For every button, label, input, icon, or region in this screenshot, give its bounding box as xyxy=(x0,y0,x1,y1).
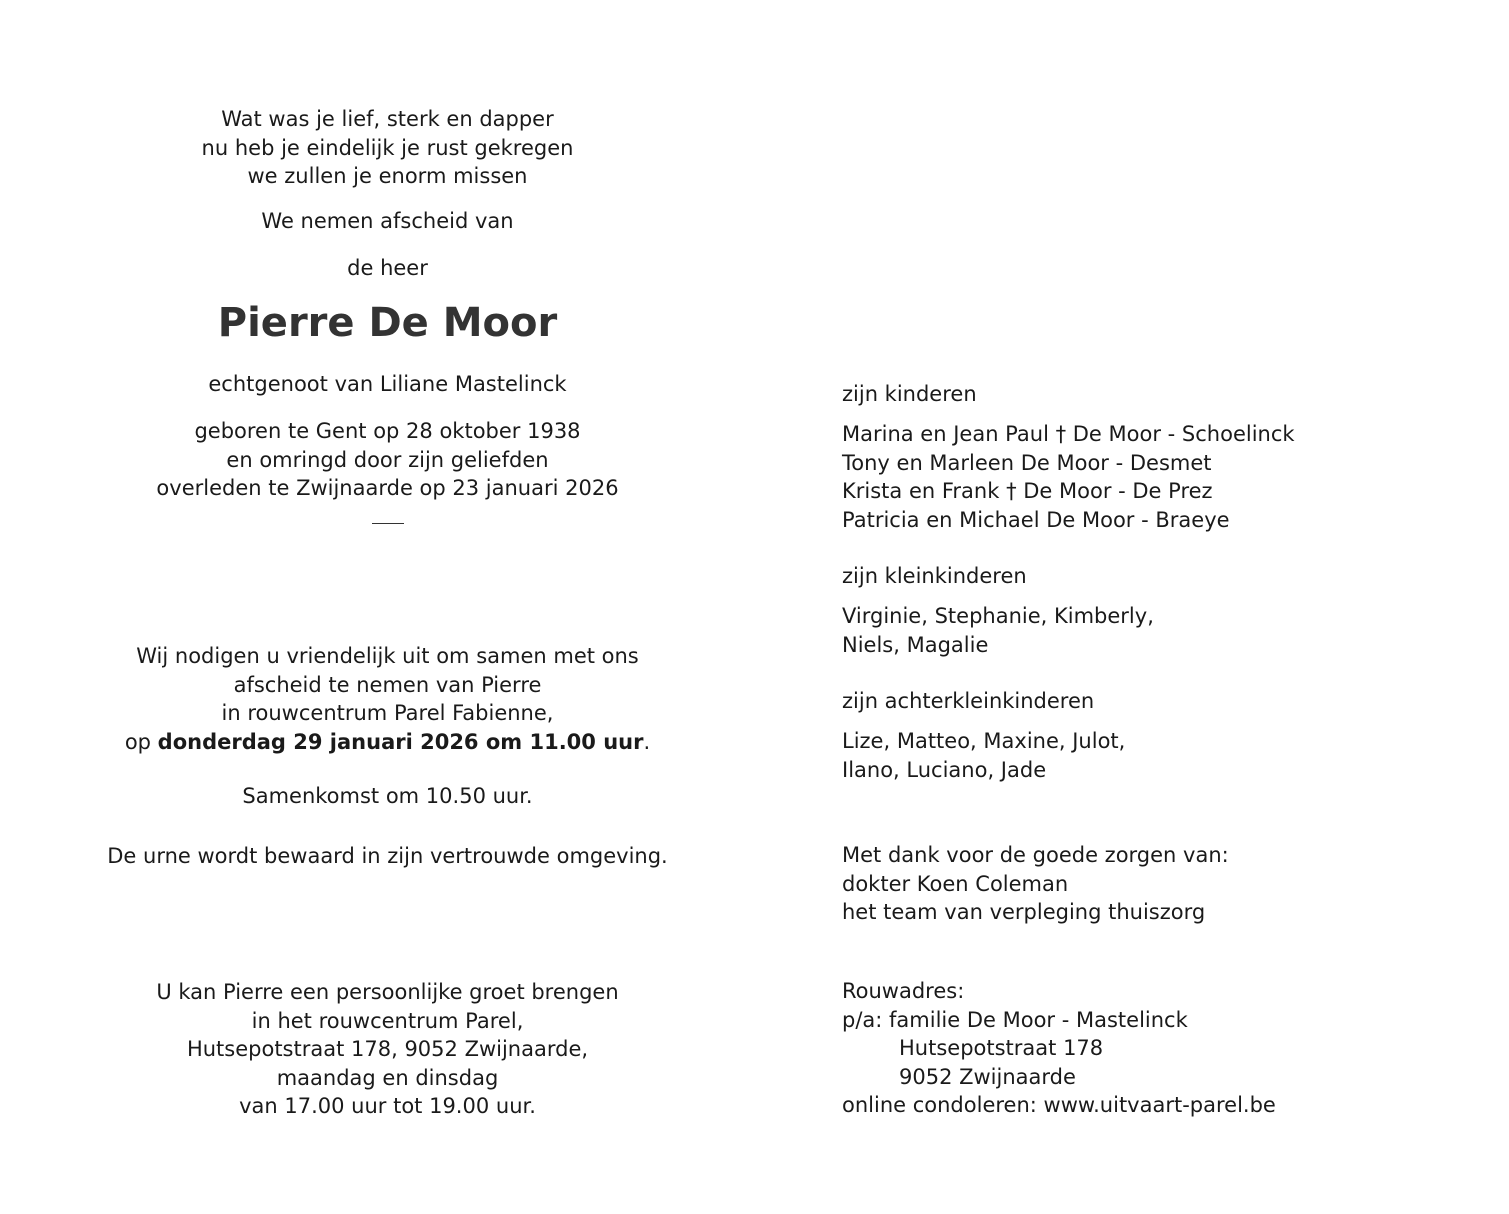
grandchildren-heading: zijn kleinkinderen xyxy=(842,564,1027,588)
urn-block xyxy=(60,842,715,871)
divider xyxy=(372,523,404,524)
visit-line: van 17.00 uur tot 19.00 uur. xyxy=(239,1094,536,1118)
great-grandchildren-line: Ilano, Luciano, Jade xyxy=(842,757,1047,782)
invitation-date-suffix: . xyxy=(643,729,651,754)
divider-block xyxy=(60,523,715,524)
address-family: p/a: familie De Moor - Mastelinck xyxy=(842,1007,1188,1032)
name-block xyxy=(60,299,715,347)
spouse-line: echtgenoot van Liliane Mastelinck xyxy=(208,372,567,396)
visit-line: U kan Pierre een persoonlijke groet brengen xyxy=(156,980,619,1004)
gathering-block xyxy=(60,782,715,811)
life-line: overleden te Zwijnaarde op 23 januari 2026 xyxy=(156,476,619,500)
invitation-date: donderdag 29 januari 2026 om 11.00 uur xyxy=(157,729,644,754)
grandchildren-line: Niels, Magalie xyxy=(842,632,989,657)
thanks xyxy=(842,841,1462,927)
address-label: Rouwadres: xyxy=(842,979,965,1003)
visit-line: maandag en dinsdag xyxy=(276,1065,499,1090)
life-line: geboren te Gent op 28 oktober 1938 xyxy=(194,419,581,443)
grandchildren-heading-block xyxy=(842,562,1462,591)
condolence-line: online condoleren: www.uitvaart-parel.be xyxy=(842,1093,1276,1117)
invitation-date-prefix: op xyxy=(124,729,158,754)
life-line: en omringd door zijn geliefden xyxy=(226,447,549,472)
invitation-line: in rouwcentrum Parel Fabienne, xyxy=(221,701,554,725)
grandchildren-list xyxy=(842,602,1462,659)
right-column xyxy=(842,0,1462,1214)
visit-line: Hutsepotstraat 178, 9052 Zwijnaarde, xyxy=(186,1037,589,1061)
great-grandchildren-heading: zijn achterkleinkinderen xyxy=(842,689,1095,713)
gathering-line: Samenkomst om 10.50 uur. xyxy=(242,784,533,808)
child-entry: Krista en Frank † De Moor - De Prez xyxy=(842,479,1213,503)
poem-line: Wat was je lief, sterk en dapper xyxy=(221,107,554,131)
grandchildren-line: Virginie, Stephanie, Kimberly, xyxy=(842,604,1154,628)
mourning-address xyxy=(842,977,1462,1120)
honorific-block xyxy=(60,254,715,283)
left-column xyxy=(60,0,715,1214)
poem-line: nu heb je eindelijk je rust gekregen xyxy=(201,135,574,160)
child-entry: Marina en Jean Paul † De Moor - Schoelinck xyxy=(842,422,1295,446)
great-grandchildren-list xyxy=(842,727,1462,784)
thanks-line: dokter Koen Coleman xyxy=(842,871,1069,896)
great-grandchildren-heading-block xyxy=(842,687,1462,716)
children-list xyxy=(842,420,1462,534)
thanks-line: het team van verpleging thuiszorg xyxy=(842,900,1206,924)
great-grandchildren-line: Lize, Matteo, Maxine, Julot, xyxy=(842,729,1126,753)
visit-line: in het rouwcentrum Parel, xyxy=(251,1008,524,1033)
address-city: 9052 Zwijnaarde xyxy=(899,1064,1076,1089)
farewell-intro: We nemen afscheid van xyxy=(261,209,514,233)
address-street: Hutsepotstraat 178 xyxy=(899,1036,1104,1060)
invitation-date-line xyxy=(60,728,715,757)
invitation-line: afscheid te nemen van Pierre xyxy=(233,672,542,697)
invitation xyxy=(60,642,715,756)
spouse-block xyxy=(60,370,715,399)
honorific: de heer xyxy=(347,256,428,280)
invitation-line: Wij nodigen u vriendelijk uit om samen met ons xyxy=(136,644,639,668)
child-entry: Tony en Marleen De Moor - Desmet xyxy=(842,450,1212,475)
children-heading: zijn kinderen xyxy=(842,382,977,406)
thanks-line: Met dank voor de goede zorgen van: xyxy=(842,843,1229,867)
visit-info xyxy=(60,978,715,1121)
farewell-intro-block xyxy=(60,207,715,236)
poem-line: we zullen je enorm missen xyxy=(247,164,528,188)
deceased-name: Pierre De Moor xyxy=(217,300,558,346)
children-heading-block xyxy=(842,380,1462,409)
poem xyxy=(60,105,715,191)
child-entry: Patricia en Michael De Moor - Braeye xyxy=(842,507,1230,532)
urn-line: De urne wordt bewaard in zijn vertrouwde omgeving. xyxy=(107,844,668,868)
life-dates xyxy=(60,417,715,503)
